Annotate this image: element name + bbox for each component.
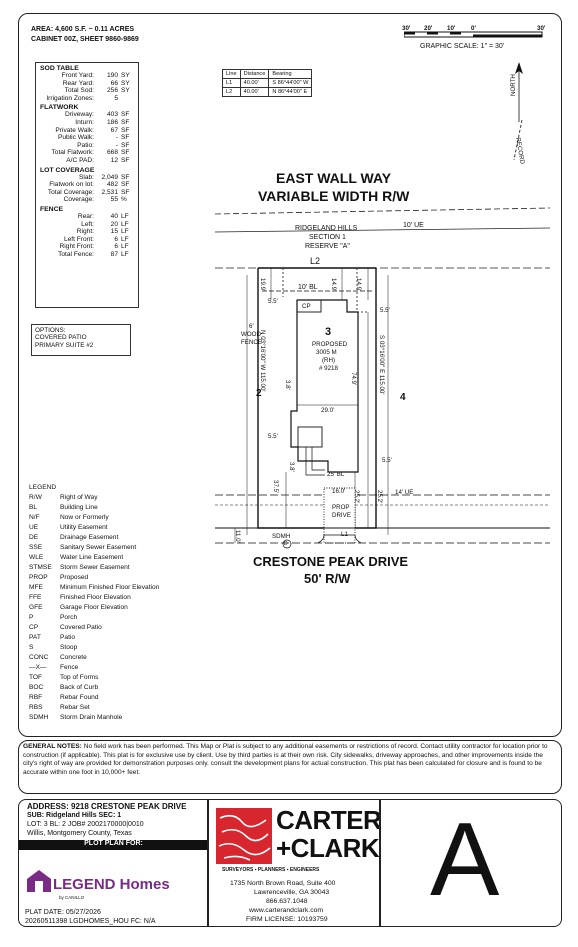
legend-item bbox=[29, 633, 159, 643]
option-item: COVERED PATIO bbox=[35, 334, 87, 342]
legend-item bbox=[29, 543, 159, 553]
legend-title: LEGEND bbox=[29, 484, 57, 491]
sod-value: 256 bbox=[106, 87, 118, 95]
legend-item bbox=[29, 533, 159, 543]
proposed-line-4: # 9218 bbox=[319, 365, 338, 372]
legend-item bbox=[29, 583, 159, 593]
legend-description: Top of Forms bbox=[60, 674, 99, 681]
flatwork-unit: SF bbox=[121, 111, 130, 119]
flatwork-title: FLATWORK bbox=[40, 104, 79, 112]
title-block-firm bbox=[207, 799, 381, 927]
legend-description: Fence bbox=[60, 664, 79, 671]
legend-description: Minimum Finished Floor Elevation bbox=[60, 584, 160, 591]
legend-item bbox=[29, 513, 159, 523]
legend-description: Back of Curb bbox=[60, 684, 99, 691]
sdmh-label: SDMH bbox=[272, 533, 291, 540]
legend-item bbox=[29, 643, 159, 653]
legend-item bbox=[29, 503, 159, 513]
legend-item bbox=[29, 653, 159, 663]
sod-label: Irrigation Zones: bbox=[46, 94, 94, 102]
street-top-rw: VARIABLE WIDTH R/W bbox=[258, 188, 410, 204]
plat-date: PLAT DATE: 05/27/2026 bbox=[25, 909, 101, 916]
flatwork-value: 403 bbox=[106, 111, 118, 119]
legend-item bbox=[29, 713, 159, 723]
fence-value: 87 bbox=[110, 250, 118, 258]
dim-25-b: 25.2' bbox=[376, 490, 383, 504]
fence-value: 6 bbox=[114, 243, 118, 251]
legend-description: Concrete bbox=[60, 654, 87, 661]
sod-table-title: SOD TABLE bbox=[40, 65, 79, 72]
dim-55-c: 5.5' bbox=[268, 433, 278, 440]
legend-abbr: TOF bbox=[29, 674, 43, 681]
scale-tick-30-right: 30' bbox=[537, 25, 546, 32]
option-item: PRIMARY SUITE #2 bbox=[35, 341, 94, 349]
sod-label: Front Yard: bbox=[61, 72, 94, 79]
flatwork-value: - bbox=[115, 141, 118, 149]
legend bbox=[29, 483, 159, 723]
legend-description: Garage Floor Elevation bbox=[60, 604, 128, 611]
line-table-cell: 40.00' bbox=[240, 79, 269, 88]
firm-tagline: SURVEYORS ▪ PLANNERS ▪ ENGINEERS bbox=[222, 867, 320, 873]
record-label: RECORD bbox=[514, 137, 526, 165]
right-lot-number: 4 bbox=[400, 392, 406, 403]
dim-149-a: 14.9' bbox=[330, 278, 337, 292]
reserve-line-1: RIDGELAND HILLS bbox=[295, 225, 358, 232]
cabinet-label: CABINET 00Z, SHEET 9860-9869 bbox=[31, 36, 139, 43]
legend-abbr: GFE bbox=[29, 604, 43, 611]
sod-value: 190 bbox=[106, 72, 118, 79]
flatwork-value: 186 bbox=[106, 118, 118, 126]
fence-value: 15 bbox=[110, 228, 118, 236]
fence-label: Total Fence: bbox=[58, 250, 94, 258]
line-table-cell: N 86°44'00" E bbox=[269, 88, 312, 97]
legend-abbr: UE bbox=[29, 524, 39, 531]
legend-description: Finished Floor Elevation bbox=[60, 594, 131, 601]
lot-number: 3 bbox=[325, 326, 332, 338]
legend-item bbox=[29, 663, 159, 673]
flatwork-unit: SF bbox=[121, 126, 130, 134]
title-block-sheet bbox=[379, 799, 562, 927]
porch bbox=[298, 427, 322, 447]
legend-description: Utility Easement bbox=[60, 524, 108, 531]
line-table-header: Bearing bbox=[269, 70, 312, 79]
legend-abbr: DE bbox=[29, 534, 39, 541]
right-bearing: S 03°16'00" E 115.00' bbox=[378, 335, 385, 395]
legend-description: Now or Formerly bbox=[60, 514, 109, 521]
coverage-label: Flatwork on lot: bbox=[49, 181, 94, 189]
reserve-line-2: SECTION 1 bbox=[309, 234, 346, 241]
lot-label: LOT: 3 BL: 2 JOB# 2002170000|0010 bbox=[27, 821, 144, 828]
private-walk bbox=[312, 447, 325, 470]
flatwork-value: - bbox=[115, 134, 118, 142]
coverage-value: 2,531 bbox=[101, 188, 118, 196]
legend-abbr: SSE bbox=[29, 544, 43, 551]
dim-55-d: 5.5' bbox=[382, 457, 392, 464]
general-notes-text: No field work has been performed. This Map or Plat is subject to any additional easements or restrictions of record. Contact utility contractor for location prior to construction (if applicable). This plat is for exclusive use by client. Use by third parties is at their own risk. City sidewalks, driveway approaches, and other improvements inside the city's right of way are provided for demonstration purposes only. consult the development plans for actual construction. This plat has been calculated for closure and is found to be accurate within one foot in 10,000+ feet. bbox=[23, 743, 548, 777]
flatwork-label: Private Walk: bbox=[55, 126, 94, 134]
fence-value: 40 bbox=[110, 212, 118, 220]
address-label: ADDRESS: 9218 CRESTONE PEAK DRIVE bbox=[27, 802, 187, 811]
general-notes bbox=[23, 743, 550, 778]
legend-description: Storm Sewer Easement bbox=[60, 564, 130, 571]
flatwork-value: 12 bbox=[110, 156, 118, 164]
legend-abbr: PROP bbox=[29, 574, 48, 581]
sod-label: Rear Yard: bbox=[62, 79, 94, 87]
legend-item bbox=[29, 563, 159, 573]
fence-label: Left Front: bbox=[63, 235, 94, 243]
proposed-line-2: 3005 M bbox=[316, 349, 337, 356]
fence-label-3: FENCE bbox=[241, 339, 262, 346]
line-table-cell: S 86°44'00" W bbox=[269, 79, 312, 88]
cp-label: CP bbox=[302, 303, 311, 310]
flatwork-unit: SF bbox=[121, 118, 130, 126]
dim-55-b: 5.5' bbox=[380, 307, 390, 314]
coverage-label: Total Coverage: bbox=[47, 188, 94, 196]
legend-description: Right of Way bbox=[60, 494, 98, 501]
county-label: Willis, Montgomery County, Texas bbox=[27, 830, 132, 837]
street-bottom-name: CRESTONE PEAK DRIVE bbox=[253, 554, 409, 569]
legend-abbr: —X— bbox=[29, 664, 47, 671]
firm-name-line-2: +CLARK bbox=[276, 833, 380, 863]
proposed-line-3: (RH) bbox=[322, 357, 336, 364]
plot-plan-for: PLOT PLAN FOR: bbox=[19, 840, 208, 850]
coverage-value: 2,049 bbox=[101, 173, 118, 181]
coverage-unit: SF bbox=[121, 173, 130, 181]
scale-tick-0: 0' bbox=[471, 25, 476, 32]
firm-license: FIRM LICENSE: 10193759 bbox=[246, 916, 328, 923]
fence-value: 20 bbox=[110, 220, 118, 228]
coverage-value: 55 bbox=[110, 196, 118, 204]
fence-label-1: 6' bbox=[249, 323, 254, 330]
flatwork-label: Inturn: bbox=[75, 118, 94, 126]
sheet-letter: A bbox=[430, 802, 500, 918]
legend-abbr: N/F bbox=[29, 514, 40, 521]
legend-abbr: CP bbox=[29, 624, 39, 631]
dim-160: 16.0' bbox=[332, 488, 346, 495]
scale-tick-20: 20' bbox=[424, 25, 433, 32]
dim-375: 37.5' bbox=[272, 480, 279, 494]
legend-description: Porch bbox=[60, 614, 78, 621]
sod-value: 66 bbox=[110, 79, 118, 87]
legend-item bbox=[29, 593, 159, 603]
legend-item bbox=[29, 523, 159, 533]
flatwork-value: 668 bbox=[106, 149, 118, 157]
reserve-line-3: RESERVE "A" bbox=[305, 243, 350, 250]
flatwork-unit: SF bbox=[121, 141, 130, 149]
coverage-value: 482 bbox=[106, 181, 118, 189]
graphic-scale-label: GRAPHIC SCALE: 1" = 30' bbox=[420, 43, 505, 50]
firm-web: www.carterandclark.com bbox=[249, 907, 324, 914]
street-top-name: EAST WALL WAY bbox=[276, 170, 392, 186]
legend-abbr: CONC bbox=[29, 654, 49, 661]
legend-abbr: BL bbox=[29, 504, 38, 511]
flatwork-unit: SF bbox=[121, 149, 130, 157]
lot-coverage-title: LOT COVERAGE bbox=[40, 166, 95, 174]
firm-address-2: Lawrenceville, GA 30043 bbox=[254, 889, 330, 896]
fence-title: FENCE bbox=[40, 205, 64, 213]
fence-label: Rear: bbox=[77, 212, 94, 220]
sod-label: Total Sod: bbox=[64, 87, 94, 95]
left-bearing: N 03°16'00" W 115.00' bbox=[259, 330, 266, 392]
legend-homes-logo-icon bbox=[26, 869, 52, 893]
coverage-unit: SF bbox=[121, 181, 130, 189]
legend-abbr: P bbox=[29, 614, 34, 621]
legend-abbr: PAT bbox=[29, 634, 41, 641]
legend-description: Stoop bbox=[60, 644, 78, 651]
front-bl-label: 25' BL bbox=[327, 471, 345, 478]
legend-description: Covered Patio bbox=[60, 624, 102, 631]
flatwork-label: Patio: bbox=[77, 141, 94, 149]
line-table-header: Distance bbox=[240, 70, 269, 79]
firm-phone: 866.637.1048 bbox=[266, 898, 308, 905]
coverage-unit: % bbox=[121, 196, 127, 204]
legend-item bbox=[29, 603, 159, 613]
legend-homes-byline: by CANILLO bbox=[59, 895, 85, 900]
fence-unit: LF bbox=[121, 212, 129, 220]
legend-description: Sanitary Sewer Easement bbox=[60, 544, 137, 551]
prop-drive-line-1: PROP bbox=[332, 504, 350, 511]
fence-unit: LF bbox=[121, 235, 129, 243]
coverage-unit: SF bbox=[121, 188, 130, 196]
rear-bl-label: 10' BL bbox=[298, 284, 318, 291]
legend-abbr: RBF bbox=[29, 694, 43, 701]
legend-abbr: SDMH bbox=[29, 714, 49, 721]
sod-unit: SY bbox=[121, 79, 130, 87]
line-table-cell: 40.00' bbox=[240, 88, 269, 97]
sub-label: SUB: Ridgeland Hills SEC: 1 bbox=[27, 812, 122, 819]
legend-abbr: FFE bbox=[29, 594, 42, 601]
legend-item bbox=[29, 623, 159, 633]
legend-item bbox=[29, 613, 159, 623]
firm-address-1: 1735 North Brown Road, Suite 400 bbox=[230, 880, 336, 887]
file-label: 20260511398 LGDHOMES_HOU FC: N/A bbox=[25, 918, 156, 925]
fence-label: Left: bbox=[81, 220, 94, 228]
l1-label: L1 bbox=[341, 531, 348, 538]
east-wall-way-row-line bbox=[215, 208, 550, 214]
legend-abbr: MFE bbox=[29, 584, 43, 591]
dim-110: 11.0' bbox=[234, 530, 241, 543]
legend-item bbox=[29, 493, 159, 503]
legend-item bbox=[29, 573, 159, 583]
fence-label: Right: bbox=[76, 228, 94, 236]
flatwork-unit: SF bbox=[121, 134, 130, 142]
options-title: OPTIONS: bbox=[35, 327, 66, 334]
legend-abbr: BOC bbox=[29, 684, 44, 691]
fence-unit: LF bbox=[121, 220, 129, 228]
dim-749: 74.9' bbox=[350, 372, 357, 386]
dim-29: 29.0' bbox=[321, 407, 335, 414]
carter-clark-logo-icon bbox=[216, 808, 272, 864]
legend-item bbox=[29, 553, 159, 563]
coverage-label: Slab: bbox=[78, 173, 94, 181]
dim-149-b: 14.9' bbox=[355, 278, 362, 292]
legend-description: Building Line bbox=[60, 504, 98, 511]
dim-38-b: 3.8' bbox=[288, 462, 295, 472]
flatwork-unit: SF bbox=[121, 156, 130, 164]
proposed-line-1: PROPOSED bbox=[312, 341, 348, 348]
legend-item bbox=[29, 673, 159, 683]
sod-value: 5 bbox=[114, 94, 118, 102]
area-label: AREA: 4,600 S.F. ~ 0.11 ACRES bbox=[31, 26, 135, 33]
flatwork-label: Public Walk: bbox=[57, 134, 94, 142]
line-table-header: Line bbox=[223, 70, 241, 79]
flatwork-value: 67 bbox=[110, 126, 118, 134]
general-notes-title: GENERAL NOTES: bbox=[23, 743, 82, 750]
fence-label: Right Front: bbox=[59, 243, 94, 251]
legend-description: Water Line Easement bbox=[60, 554, 124, 561]
fence-unit: LF bbox=[121, 243, 129, 251]
dim-25-a: 25.2' bbox=[353, 490, 360, 504]
dim-38-a: 3.8' bbox=[284, 380, 291, 390]
title-block-left bbox=[18, 799, 209, 927]
fence-unit: LF bbox=[121, 250, 129, 258]
dim-55-a: 5.5' bbox=[268, 298, 278, 305]
ue-top-label: 10' UE bbox=[403, 222, 424, 229]
legend-abbr: RBS bbox=[29, 704, 43, 711]
fence-value: 6 bbox=[114, 235, 118, 243]
dim-199: 19.9' bbox=[259, 278, 266, 292]
legend-abbr: S bbox=[29, 644, 34, 651]
prop-drive-line-2: DRIVE bbox=[332, 512, 351, 519]
sod-unit: SY bbox=[121, 87, 130, 95]
legend-description: Storm Drain Manhole bbox=[60, 714, 123, 721]
east-wall-way-row-line bbox=[215, 228, 550, 232]
firm-name-line-1: CARTER bbox=[276, 805, 382, 835]
flatwork-label: Driveway: bbox=[65, 111, 94, 119]
legend-description: Proposed bbox=[60, 574, 89, 581]
legend-item bbox=[29, 693, 159, 703]
scale-tick-10: 10' bbox=[447, 25, 456, 32]
legend-abbr: R/W bbox=[29, 494, 42, 501]
legend-description: Drainage Easement bbox=[60, 534, 119, 541]
legend-description: Patio bbox=[60, 634, 76, 641]
flatwork-label: Total Flatwork: bbox=[51, 149, 94, 157]
scale-tick-30-left: 30' bbox=[402, 25, 411, 32]
line-table-cell: L1 bbox=[223, 79, 241, 88]
legend-homes-logo: LEGEND Homes bbox=[53, 876, 170, 893]
l2-label: L2 bbox=[310, 256, 321, 266]
left-lot-number: 2 bbox=[256, 388, 262, 399]
line-table-cell: L2 bbox=[223, 88, 241, 97]
flatwork-label: A/C PAD: bbox=[66, 156, 94, 164]
legend-item bbox=[29, 703, 159, 713]
legend-abbr: STMSE bbox=[29, 564, 52, 571]
sod-unit: SY bbox=[121, 72, 130, 79]
legend-abbr: WLE bbox=[29, 554, 44, 561]
coverage-label: Coverage: bbox=[63, 196, 94, 204]
fence-label-2: WOOD bbox=[241, 331, 261, 338]
north-label: NORTH bbox=[510, 74, 517, 96]
legend-description: Rebar Found bbox=[60, 694, 99, 701]
sdmh-symbol-letter: D bbox=[284, 541, 288, 547]
front-ue-label: 14' UE bbox=[395, 489, 414, 496]
legend-item bbox=[29, 683, 159, 693]
street-bottom-rw: 50' R/W bbox=[304, 571, 351, 586]
fence-unit: LF bbox=[121, 228, 129, 236]
legend-description: Rebar Set bbox=[60, 704, 90, 711]
